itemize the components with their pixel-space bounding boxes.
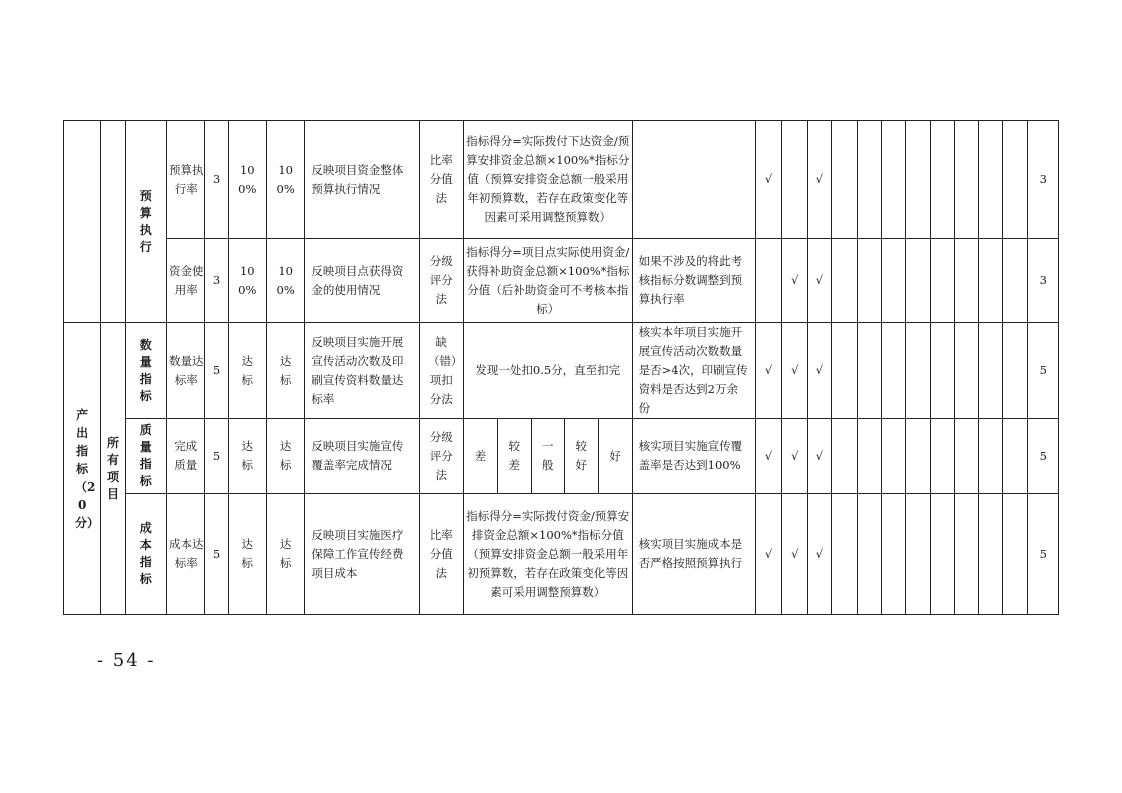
category-level3-cell: 预算执行 [125,121,166,323]
indicator-name: 成本达标率 [167,494,205,615]
empty-cell [979,323,1003,419]
grade-label: 好 [609,448,621,463]
method-cell: 分级评分法 [419,419,463,494]
empty-cell [1003,494,1028,615]
table-row [64,239,1059,323]
empty-cell [930,121,954,239]
target-cell: 达标 [228,494,266,615]
indicator-name: 数量达标率 [167,323,205,419]
score-cell: 3 [1028,239,1059,323]
target-cell: 100% [228,121,266,239]
method-cell: 比率分值法 [419,121,463,239]
grade-label: 较好 [565,419,599,493]
formula-cell: 指标得分=实际拨付资金/预算安排资金总额×100%*指标分值（预算安排资金总额一般采用年初预算数，若存在政策变化等因素可采用调整预算数） [463,494,632,615]
category-level2-cell: 所有项目 [101,323,125,615]
weight-cell: 3 [205,239,228,323]
empty-cell [930,419,954,494]
empty-cell [979,121,1003,239]
description-cell: 反映项目资金整体预算执行情况 [305,121,419,239]
empty-cell [1003,323,1028,419]
note-cell [632,121,755,239]
grade-label: 较差 [497,419,531,493]
table-row [64,419,1059,494]
note-cell: 核实项目实施成本是否严格按照预算执行 [632,494,755,615]
check-cell: √ [782,323,808,419]
description-cell: 反映项目点获得资金的使用情况 [305,239,419,323]
category-level3-cell: 成本指标 [125,494,166,615]
empty-cell [882,239,906,323]
empty-cell [979,419,1003,494]
empty-cell [954,121,978,239]
empty-cell [906,419,930,494]
score-cell: 3 [1028,121,1059,239]
empty-cell [831,323,857,419]
actual-cell: 100% [266,121,304,239]
weight-cell: 5 [205,494,228,615]
empty-cell [930,494,954,615]
empty-cell [1003,121,1028,239]
table-row [64,121,1059,239]
grade-scale [464,419,632,493]
actual-cell: 达标 [266,323,304,419]
empty-cell [857,121,881,239]
check-cell [782,121,808,239]
empty-cell [882,121,906,239]
indicator-name: 资金使用率 [167,239,205,323]
empty-cell [882,494,906,615]
category-level3-cell: 质量指标 [125,419,166,494]
empty-cell [882,419,906,494]
actual-cell: 达标 [266,419,304,494]
check-cell: √ [808,419,831,494]
empty-cell [857,419,881,494]
empty-cell [954,494,978,615]
weight-cell: 5 [205,323,228,419]
check-cell: √ [808,239,831,323]
page-number: - 54 - [97,650,156,671]
empty-cell [930,239,954,323]
category-level3-cell: 数量指标 [125,323,166,419]
empty-cell [857,494,881,615]
method-cell: 比率分值法 [419,494,463,615]
indicator-name: 完成质量 [167,419,205,494]
note-cell: 如果不涉及的将此考核指标分数调整到预算执行率 [632,239,755,323]
note-cell: 核实项目实施宣传覆盖率是否达到100% [632,419,755,494]
empty-cell [954,419,978,494]
actual-cell: 达标 [266,494,304,615]
category-level1-cell [64,121,101,323]
table-row [64,494,1059,615]
empty-cell [906,323,930,419]
grade-scale-cell [463,419,632,494]
empty-cell [954,323,978,419]
category-level1-cell: 产出指标（20分） [64,323,101,615]
score-cell: 5 [1028,494,1059,615]
grade-label: 差 [464,419,498,493]
description-cell: 反映项目实施宣传覆盖率完成情况 [305,419,419,494]
weight-cell: 5 [205,419,228,494]
formula-cell: 指标得分=项目点实际使用资金/获得补助资金总额×100%*指标分值（后补助资金可不考核本指标） [463,239,632,323]
empty-cell [979,239,1003,323]
formula-cell: 发现一处扣0.5分，直至扣完 [463,323,632,419]
actual-cell: 100% [266,239,304,323]
empty-cell [906,239,930,323]
empty-cell [1003,419,1028,494]
target-cell: 100% [228,239,266,323]
empty-cell [1003,239,1028,323]
check-cell: √ [808,494,831,615]
formula-cell: 指标得分=实际拨付下达资金/预算安排资金总额×100%*指标分值（预算安排资金总额一般采用年初预算数，若存在政策变化等因素可采用调整预算数） [463,121,632,239]
check-cell: √ [782,419,808,494]
empty-cell [857,239,881,323]
target-cell: 达标 [228,323,266,419]
check-cell: √ [808,121,831,239]
category-level2-cell [101,121,125,323]
weight-cell: 3 [205,121,228,239]
check-cell [755,239,781,323]
score-cell: 5 [1028,323,1059,419]
empty-cell [930,323,954,419]
check-cell: √ [808,323,831,419]
evaluation-table [63,120,1059,615]
check-cell: √ [782,239,808,323]
check-cell: √ [755,494,781,615]
score-cell: 5 [1028,419,1059,494]
empty-cell [831,419,857,494]
method-cell: 缺（错）项扣分法 [419,323,463,419]
grade-label: 一般 [531,419,565,493]
description-cell: 反映项目实施医疗保障工作宣传经费项目成本 [305,494,419,615]
indicator-name: 预算执行率 [167,121,205,239]
check-cell: √ [755,419,781,494]
empty-cell [857,323,881,419]
empty-cell [831,494,857,615]
empty-cell [906,494,930,615]
empty-cell [906,121,930,239]
empty-cell [882,323,906,419]
method-cell: 分级评分法 [419,239,463,323]
empty-cell [954,239,978,323]
table-row [64,323,1059,419]
check-cell: √ [782,494,808,615]
note-cell: 核实本年项目实施开展宣传活动次数数量是否>4次，印刷宣传资料是否达到2万余份 [632,323,755,419]
description-cell: 反映项目实施开展宣传活动次数及印刷宣传资料数量达标率 [305,323,419,419]
target-cell: 达标 [228,419,266,494]
empty-cell [831,121,857,239]
check-cell: √ [755,323,781,419]
empty-cell [831,239,857,323]
empty-cell [979,494,1003,615]
check-cell: √ [755,121,781,239]
